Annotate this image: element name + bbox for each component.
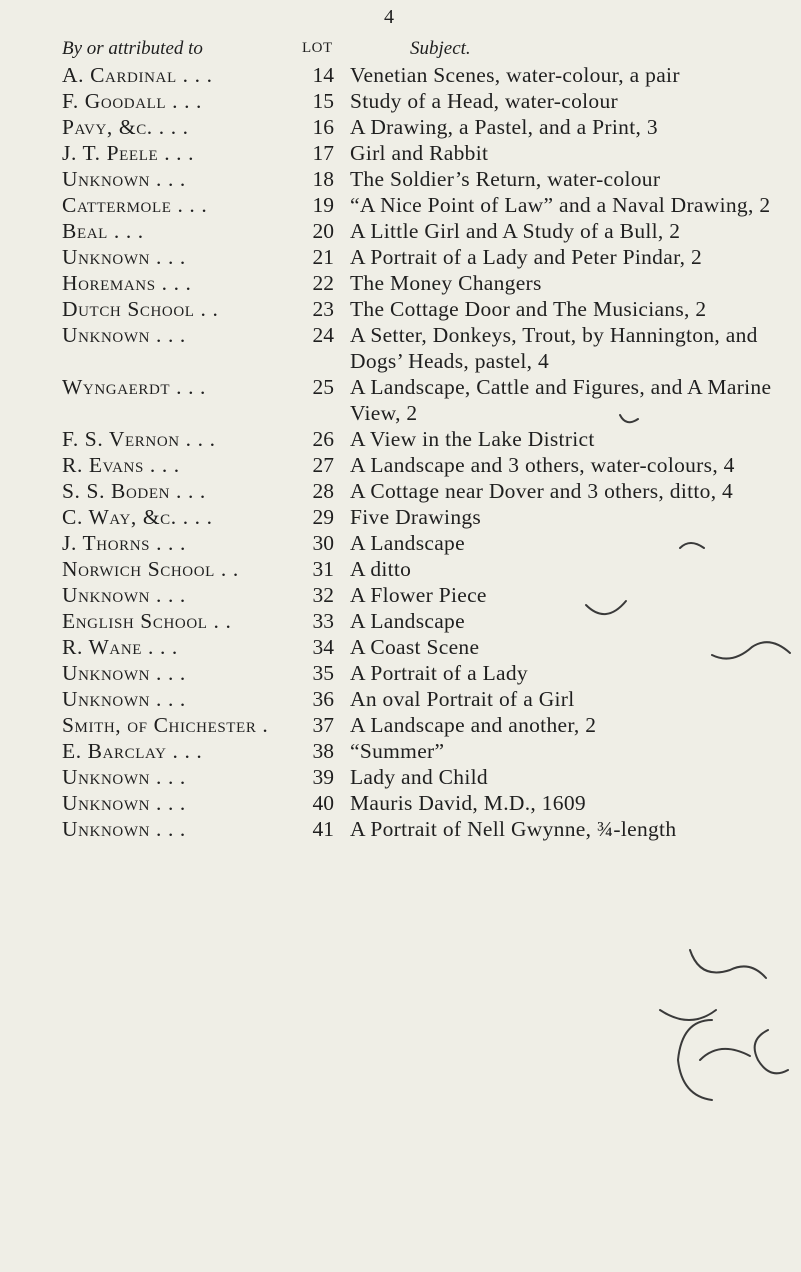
lot-number: 29: [312, 505, 334, 529]
artist-name: J. T. Peele . . .: [62, 141, 195, 165]
artist-name: Unknown . . .: [62, 245, 186, 269]
lot-row: [0, 478, 801, 504]
artist-name: Horemans . . .: [62, 271, 192, 295]
lot-subject: A Landscape: [350, 531, 465, 555]
lot-row: [0, 114, 801, 140]
lot-number: 33: [312, 609, 334, 633]
lot-row: [0, 712, 801, 738]
lot-list: [0, 62, 801, 842]
lot-subject: “Summer”: [350, 739, 445, 763]
lot-number: 25: [312, 375, 334, 399]
artist-name: R. Wane . . .: [62, 635, 178, 659]
lot-subject: Study of a Head, water-colour: [350, 89, 618, 113]
lot-row: [0, 218, 801, 244]
lot-row: [0, 738, 801, 764]
lot-row: [0, 608, 801, 634]
artist-name: English School . .: [62, 609, 232, 633]
artist-name: R. Evans . . .: [62, 453, 180, 477]
artist-name: Smith, of Chichester .: [62, 713, 269, 737]
artist-name: S. S. Boden . . .: [62, 479, 206, 503]
lot-number: 40: [312, 791, 334, 815]
artist-name: A. Cardinal . . .: [62, 63, 213, 87]
lot-subject: A Coast Scene: [350, 635, 480, 659]
lot-number: 24: [312, 323, 334, 347]
lot-number: 16: [312, 115, 334, 139]
lot-row: [0, 634, 801, 660]
lot-subject: The Money Changers: [350, 271, 542, 295]
lot-subject: A Landscape, Cattle and Figures, and A Marine View, 2: [350, 375, 772, 425]
lot-number: 21: [312, 245, 334, 269]
artist-name: Wyngaerdt . . .: [62, 375, 207, 399]
page-number: 4: [384, 6, 394, 28]
lot-subject: An oval Portrait of a Girl: [350, 687, 575, 711]
lot-row: [0, 764, 801, 790]
lot-column-header: LOT: [302, 40, 333, 56]
lot-number: 20: [312, 219, 334, 243]
lot-row: [0, 166, 801, 192]
lot-subject: A Landscape: [350, 609, 465, 633]
lot-number: 30: [312, 531, 334, 555]
lot-subject: Venetian Scenes, water-colour, a pair: [350, 63, 680, 87]
artist-name: Unknown . . .: [62, 167, 186, 191]
lot-row: [0, 62, 801, 88]
lot-row: [0, 504, 801, 530]
lot-subject: A Landscape and another, 2: [350, 713, 597, 737]
lot-subject: The Cottage Door and The Musicians, 2: [350, 297, 707, 321]
lot-subject: The Soldier’s Return, water-colour: [350, 167, 661, 191]
lot-row: [0, 556, 801, 582]
artist-name: Pavy, &c. . . .: [62, 115, 189, 139]
lot-number: 14: [312, 63, 334, 87]
lot-number: 36: [312, 687, 334, 711]
lot-row: [0, 374, 801, 426]
lot-row: [0, 426, 801, 452]
lot-subject: A Little Girl and A Study of a Bull, 2: [350, 219, 681, 243]
column-headers: [0, 38, 801, 62]
lot-row: [0, 322, 801, 374]
lot-row: [0, 296, 801, 322]
lot-number: 19: [312, 193, 334, 217]
lot-row: [0, 192, 801, 218]
artist-name: E. Barclay . . .: [62, 739, 203, 763]
artist-name: C. Way, &c. . . .: [62, 505, 213, 529]
lot-subject: A Flower Piece: [350, 583, 487, 607]
lot-subject: A Portrait of a Lady: [350, 661, 528, 685]
lot-number: 28: [312, 479, 334, 503]
lot-subject: Five Drawings: [350, 505, 482, 529]
artist-name: Dutch School . .: [62, 297, 219, 321]
lot-row: [0, 660, 801, 686]
artist-name: Beal . . .: [62, 219, 144, 243]
lot-subject: Mauris David, M.D., 1609: [350, 791, 586, 815]
lot-number: 23: [312, 297, 334, 321]
lot-number: 31: [312, 557, 334, 581]
lot-number: 18: [312, 167, 334, 191]
lot-subject: Lady and Child: [350, 765, 488, 789]
lot-number: 17: [312, 141, 334, 165]
lot-row: [0, 270, 801, 296]
lot-subject: “A Nice Point of Law” and a Naval Drawing, 2: [350, 193, 771, 217]
lot-row: [0, 582, 801, 608]
lot-subject: A Setter, Donkeys, Trout, by Hannington, and Dogs’ Heads, pastel, 4: [350, 323, 758, 373]
lot-number: 27: [312, 453, 334, 477]
lot-subject: A Cottage near Dover and 3 others, ditto, 4: [350, 479, 734, 503]
lot-subject: A Portrait of Nell Gwynne, ¾-length: [350, 817, 677, 841]
lot-row: [0, 244, 801, 270]
artist-name: Unknown . . .: [62, 687, 186, 711]
lot-number: 15: [312, 89, 334, 113]
lot-number: 26: [312, 427, 334, 451]
lot-row: [0, 88, 801, 114]
artist-name: Cattermole . . .: [62, 193, 208, 217]
lot-row: [0, 816, 801, 842]
artist-name: Unknown . . .: [62, 817, 186, 841]
lot-number: 39: [312, 765, 334, 789]
lot-row: [0, 452, 801, 478]
artist-name: Norwich School . .: [62, 557, 239, 581]
lot-row: [0, 530, 801, 556]
lot-row: [0, 140, 801, 166]
lot-number: 32: [312, 583, 334, 607]
subject-column-header: Subject.: [410, 38, 471, 59]
artist-name: F. S. Vernon . . .: [62, 427, 216, 451]
lot-number: 34: [312, 635, 334, 659]
artist-name: Unknown . . .: [62, 323, 186, 347]
artist-name: J. Thorns . . .: [62, 531, 186, 555]
lot-number: 41: [312, 817, 334, 841]
lot-row: [0, 686, 801, 712]
lot-number: 38: [312, 739, 334, 763]
artist-name: F. Goodall . . .: [62, 89, 203, 113]
artist-name: Unknown . . .: [62, 661, 186, 685]
artist-name: Unknown . . .: [62, 583, 186, 607]
lot-subject: A Landscape and 3 others, water-colours, 4: [350, 453, 735, 477]
artist-column-header: By or attributed to: [62, 38, 203, 59]
lot-subject: A Portrait of a Lady and Peter Pindar, 2: [350, 245, 703, 269]
lot-subject: A View in the Lake District: [350, 427, 595, 451]
lot-subject: A ditto: [350, 557, 412, 581]
artist-name: Unknown . . .: [62, 791, 186, 815]
lot-number: 35: [312, 661, 334, 685]
lot-subject: Girl and Rabbit: [350, 141, 489, 165]
artist-name: Unknown . . .: [62, 765, 186, 789]
lot-subject: A Drawing, a Pastel, and a Print, 3: [350, 115, 658, 139]
lot-row: [0, 790, 801, 816]
lot-number: 37: [312, 713, 334, 737]
lot-number: 22: [312, 271, 334, 295]
